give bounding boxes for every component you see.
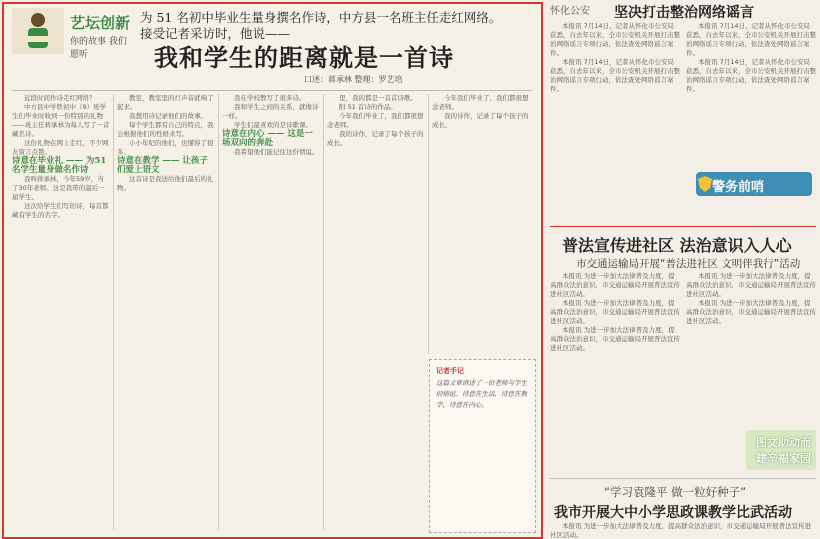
news-body-3 <box>550 522 816 539</box>
paragraph: 今年我们毕业了，我们都很想念老师。 <box>327 112 424 129</box>
right-news-column <box>546 0 820 539</box>
paragraph: 小小年纪的他们，也懂得了很多。 <box>117 139 214 156</box>
reading-figure-icon <box>12 8 64 54</box>
civility-graphic-line1: 图文助动而 <box>756 436 811 449</box>
paragraph: 我和学生之间的关系，就像诗一样。 <box>222 103 319 120</box>
paragraph: 中方县中学铁初中（9）班学生们毕业时收到一份特别的礼物——班主任蒋承林为每人写了一首藏名诗。 <box>12 103 110 138</box>
paragraph: 我的诗作，记录了每个孩子的成长。 <box>432 112 529 129</box>
paragraph: 每个学生都有自己的特点，我会根据他们的性格来写。 <box>117 121 214 138</box>
paragraph: 本报讯 7月14日，记者从怀化市公安局获悉，自去年以来，全市公安机关开展打击整治网络谣言专项行动，依法查处网络谣言案件。 <box>550 22 680 57</box>
article-column-5 <box>432 94 534 354</box>
headline-kicker-line2: 接受记者采访时，他说—— <box>140 26 291 41</box>
column-divider <box>218 94 219 530</box>
column-logo <box>12 8 131 60</box>
paragraph: 本报讯 7月14日，记者从怀化市公安局获悉，自去年以来，全市公安机关开展打击整治网络谣言专项行动，依法查处网络谣言案件。 <box>686 58 816 93</box>
paragraph: 里，我的都是一首首诗歌。 <box>339 94 417 102</box>
paragraph: 教室，教室里的灯声音就响了起来。 <box>117 94 214 111</box>
paragraph: 我的诗作，记录了每个孩子的成长。 <box>327 130 424 147</box>
feature-article <box>2 2 543 539</box>
column-logo-title: 艺坛创新 <box>70 14 131 32</box>
police-badge-icon <box>698 176 712 192</box>
paragraph: 附 51 首诗的作品。 <box>339 103 397 111</box>
section-kicker: 怀化公安 <box>550 6 590 17</box>
news-headline-2: 普法宣传进社区 法治意识入人心 <box>562 236 792 255</box>
paragraph: 本报讯 为进一步加大法律普及力度，提高群众法治意识，市交通运输局开展普法宣传进社区活动。 <box>550 299 680 325</box>
police-column-banner-title: 警务前哨 <box>712 180 765 195</box>
paragraph: 本报讯 7月14日，记者从怀化市公安局获悉，自去年以来，全市公安机关开展打击整治网络谣言专项行动，依法查处网络谣言案件。 <box>550 58 680 93</box>
paragraph: 本报讯 7月14日，记者从怀化市公安局获悉，自去年以来，全市公安机关开展打击整治网络谣言专项行动，依法查处网络谣言案件。 <box>686 22 816 57</box>
main-headline: 我和学生的距离就是一首诗 <box>154 43 454 72</box>
paragraph: 我想用诗记录他们的故事。 <box>129 112 207 120</box>
byline: 口述：蒋承林 整理：罗艺培 <box>304 75 403 84</box>
paragraph: 这份礼物在网上走红，不少网友留言点赞。 <box>12 139 109 156</box>
news-headline-3: 我市开展大中小学思政课教学比武活动 <box>554 505 792 521</box>
paragraph: 本报讯 为进一步加大法律普及力度，提高群众法治意识，市交通运输局开展普法宣传进社区活动。 <box>686 299 816 325</box>
header-divider <box>12 90 532 91</box>
paragraph: 本报讯 为进一步加大法律普及力度，提高群众法治意识，市交通运输局开展普法宣传进社区活动。 <box>550 522 812 539</box>
paragraph: 我在学校教写了很多诗。 <box>234 94 306 102</box>
paragraph: 我希望他们能记住这份情谊。 <box>234 148 319 156</box>
section-subhead: 诗意在毕业礼 —— 为51名学生量身做名作诗 <box>12 156 107 175</box>
article-column-3 <box>222 94 320 530</box>
column-divider <box>113 94 114 530</box>
reporter-note-box <box>429 359 536 533</box>
column-logo-subtitle: 你的故事 我们愿听 <box>70 37 127 60</box>
news-body-1-col-b <box>686 22 816 170</box>
news-subheadline-2: 市交通运输局开展“普法进社区 文明伴我行”活动 <box>576 258 801 270</box>
section-divider <box>550 478 816 479</box>
reporter-note-body: 这篇文章讲述了一位老师与学生的情谊。诗意在生活，诗意在教学，诗意在内心。 <box>436 379 527 409</box>
section-subhead: 诗意在内心 —— 这是一场双向的奔赴 <box>222 129 313 148</box>
news-headline-1: 坚决打击整治网络谣言 <box>614 5 754 21</box>
column-divider <box>428 94 429 354</box>
paragraph: 近段时间作诗走红网络？ <box>24 94 96 102</box>
paragraph: 学生们最喜欢的是诗歌课。 <box>234 121 312 129</box>
column-divider <box>323 94 324 530</box>
news-headline-3-kicker: “学习袁隆平 做一粒好种子” <box>604 485 747 499</box>
paragraph: 今年我们毕业了，我们都很想念老师。 <box>432 94 529 111</box>
section-divider <box>550 226 816 227</box>
headline-kicker-line1: 为 51 名初中毕业生量身撰名作诗，中方县一名班主任走红网络。 <box>140 10 502 25</box>
news-body-2-col-a <box>550 272 680 477</box>
article-column-4 <box>327 94 425 530</box>
paragraph: 本报讯 为进一步加大法律普及力度，提高群众法治意识，市交通运输局开展普法宣传进社区活动。 <box>550 326 680 352</box>
news-body-1-col-a <box>550 22 680 222</box>
section-subhead: 诗意在教学 —— 让孩子们爱上语文 <box>117 156 208 175</box>
paragraph: 这首诗是我送给他们最后的礼物。 <box>117 175 214 192</box>
civility-graphic-line2: 建辛福家园 <box>756 452 811 465</box>
paragraph: 我叫蒋承林，今年59岁，当了30年老师。这是我带的最后一届学生。 <box>12 175 105 201</box>
reporter-note-title: 记者手记 <box>436 367 464 375</box>
paragraph: 本报讯 为进一步加大法律普及力度，提高群众法治意识，市交通运输局开展普法宣传进社区活动。 <box>550 272 680 298</box>
article-column-1 <box>12 94 110 530</box>
news-body-2-col-b <box>686 272 816 427</box>
paragraph: 这次给学生们写的诗，每首都藏有学生的名字。 <box>12 202 109 219</box>
paragraph: 本报讯 为进一步加大法律普及力度，提高群众法治意识，市交通运输局开展普法宣传进社区活动。 <box>686 272 816 298</box>
article-column-2 <box>117 94 215 530</box>
